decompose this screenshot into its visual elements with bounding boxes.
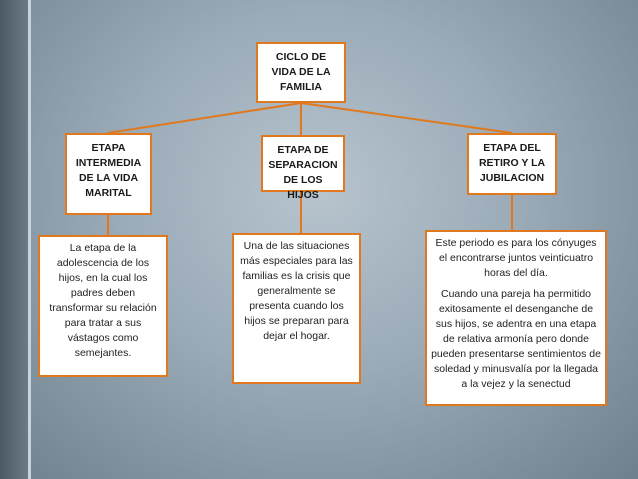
root-node (256, 42, 346, 103)
stage-title: ETAPA DE SEPARACION DE LOS HIJOS (268, 144, 338, 201)
description-text: Este periodo es para los cónyuges el encontrarse juntos veinticuatro horas del día. (435, 237, 597, 279)
root-node-label: CICLO DE VIDA DE LA FAMILIA (271, 51, 331, 93)
stage-node-intermedia (65, 133, 152, 215)
stage-node-retiro (467, 133, 557, 195)
description-text: Una de las situaciones más especiales para las familias es la crisis que generalmente se presenta cuando los hijos se preparan para dejar el hogar. (240, 240, 353, 342)
description-box-separacion (232, 233, 361, 384)
connector-root-left (108, 103, 301, 133)
stage-title: ETAPA INTERMEDIA DE LA VIDA MARITAL (75, 142, 142, 199)
description-box-retiro (425, 230, 607, 406)
stage-node-separacion (261, 135, 345, 201)
description-box-intermedia (38, 235, 168, 377)
stage-title: ETAPA DEL RETIRO Y LA JUBILACION (478, 142, 546, 184)
connector-root-right (301, 103, 512, 133)
description-text: La etapa de la adolescencia de los hijos, en la cual los padres deben transformar su relación para tratar a sus vástagos como semejantes. (49, 242, 157, 359)
description-text: Cuando una pareja ha permitido exitosamente el desenganche de sus hijos, se adentra en una etapa de relativa armonía pero donde pueden presentarse sentimientos de soledad y minusvalía por la llegada a la vejez y la senectud (431, 288, 601, 390)
